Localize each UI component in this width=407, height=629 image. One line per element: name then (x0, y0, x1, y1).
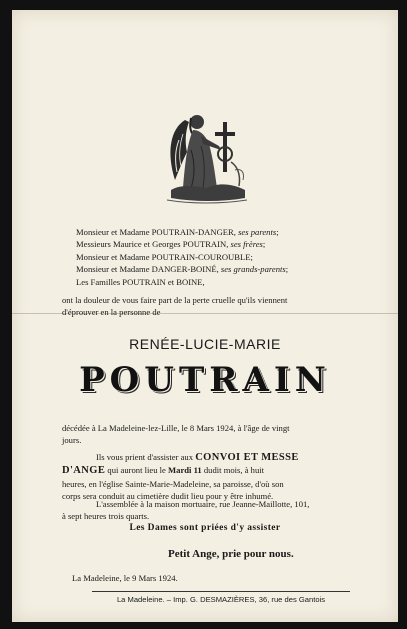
death-notice: décédée à La Madeleine-lez-Lille, le 8 Mars 1924, à l'âge de vingt jours. (62, 423, 290, 446)
prayer-line: Petit Ange, prie pour nous. (168, 548, 294, 560)
mourning-angel-illustration (161, 100, 253, 208)
funeral-notice-sheet (12, 10, 398, 622)
announcement-intro: ont la douleur de vous faire part de la perte cruelle qu'ils viennent d'éprouver en la personne de (62, 295, 288, 318)
family-line-4: Monsieur et Madame DANGER-BOINÉ, ses grands-parents; (76, 264, 289, 275)
deceased-surname: POUTRAIN (79, 360, 331, 400)
family-list (76, 226, 288, 288)
ladies-invitation: Les Dames sont priées d'y assister (129, 523, 281, 533)
family-line-5: Les Familles POUTRAIN et BOINE, (76, 276, 205, 287)
place-date-signature: La Madeleine, le 9 Mars 1924. (72, 573, 178, 583)
family-line-1: Monsieur et Madame POUTRAIN-DANGER, ses parents; (76, 227, 279, 237)
printer-imprint: La Madeleine. – Imp. G. DESMAZIÈRES, 36, rue des Gantois (92, 591, 350, 604)
family-line-3: Monsieur et Madame POUTRAIN-COUROUBLE; (76, 251, 253, 262)
deceased-given-names: RENÉE-LUCIE-MARIE (129, 336, 281, 352)
funeral-details: Ils vous prient d'assister aux CONVOI ET MESSE D'ANGE qui auront lieu le Mardi 11 dudit mois, à huit heures, en l'église Sainte-Marie-Madeleine, sa paroisse, d'où son corps sera conduit au cimetière dudit lieu pour y être inhumé. (62, 452, 299, 502)
family-line-2: Messieurs Maurice et Georges POUTRAIN, ses frères; (76, 239, 266, 250)
assembly-details: L'assemblée à la maison mortuaire, rue Jeanne-Maillotte, 101, à sept heures trois quarts. (62, 499, 310, 522)
